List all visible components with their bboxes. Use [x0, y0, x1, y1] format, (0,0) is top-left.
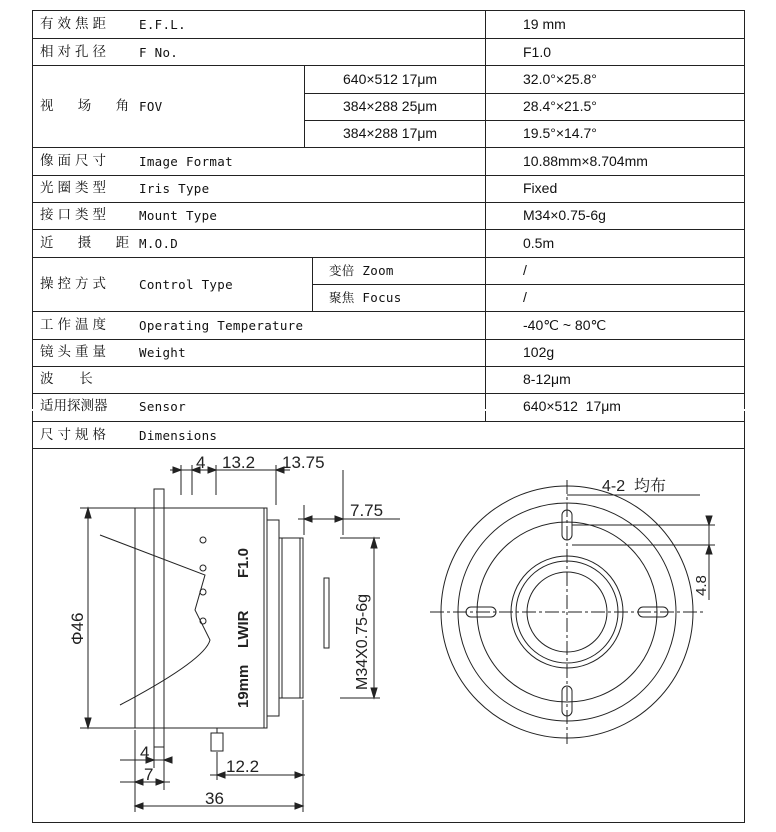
- image-format-value: 10.88mm×8.704mm: [523, 153, 648, 169]
- temp-label-en: Operating Temperature: [139, 318, 304, 333]
- dim-top-4: 4: [196, 453, 206, 472]
- focus-label: 聚焦 Focus: [329, 290, 402, 305]
- fov-sub-label-2: 384×288 25μm: [343, 98, 438, 114]
- mount-value: M34×0.75-6g: [523, 207, 606, 223]
- sensor-label-en: Sensor: [139, 399, 186, 414]
- temp-value: -40℃ ~ 80℃: [523, 317, 607, 333]
- front-note: 4-2 均布: [602, 478, 667, 495]
- iris-label-en: Iris Type: [139, 181, 210, 196]
- dim-right-7-75: 7.75: [350, 501, 384, 520]
- zoom-label: 变倍 Zoom: [329, 263, 394, 278]
- fno-label-en: F No.: [139, 45, 179, 60]
- zoom-value: /: [523, 262, 527, 278]
- image-format-label-cn: 像面尺寸: [40, 153, 110, 169]
- iris-label-cn: 光圈类型: [40, 180, 110, 196]
- fov-sub-value-3: 19.5°×14.7°: [523, 125, 597, 141]
- barrel-f10: F1.0: [235, 547, 252, 578]
- dim-bottom-4: 4: [140, 743, 150, 762]
- temp-label-cn: 工作温度: [40, 317, 110, 333]
- barrel-lwir: LWIR: [235, 610, 252, 648]
- mod-label-en: M.O.D: [139, 236, 179, 251]
- fov-sub-label-1: 640×512 17μm: [343, 71, 438, 87]
- weight-value: 102g: [523, 344, 555, 360]
- dim-bottom-7: 7: [144, 765, 154, 784]
- flange: [154, 489, 164, 747]
- dim-top-13-75: 13.75: [282, 453, 325, 472]
- control-label-en: Control Type: [139, 277, 233, 292]
- weight-label-en: Weight: [139, 345, 186, 360]
- dim-bottom-12-2: 12.2: [226, 757, 260, 776]
- wavelength-value: 8-12μm: [523, 371, 571, 387]
- fno-value: F1.0: [523, 44, 552, 60]
- dim-thread: M34X0.75-6g: [354, 593, 371, 690]
- mount-label-en: Mount Type: [139, 208, 218, 223]
- dim-bottom-36: 36: [205, 789, 224, 808]
- dimensions-label-en: Dimensions: [139, 428, 218, 443]
- control-label-cn: 操控方式: [40, 276, 110, 292]
- sensor-value: 640×512 17μm: [523, 398, 621, 414]
- fov-label-en: FOV: [139, 99, 163, 114]
- dim-top-13-2: 13.2: [222, 453, 256, 472]
- mount-thread: [279, 538, 303, 698]
- mod-label-cn: 近 摄 距: [40, 235, 140, 251]
- efl-label-en: E.F.L.: [139, 17, 186, 32]
- iris-value: Fixed: [523, 180, 558, 196]
- fno-label-cn: 相对孔径: [40, 44, 110, 60]
- focus-value: /: [523, 289, 527, 305]
- fov-sub-value-1: 32.0°×25.8°: [523, 71, 597, 87]
- fov-label-cn: 视 场 角: [40, 98, 140, 114]
- image-format-label-en: Image Format: [139, 154, 233, 169]
- fov-sub-value-2: 28.4°×21.5°: [523, 98, 597, 114]
- sensor-label-cn: 适用探测器: [40, 398, 108, 414]
- efl-value: 19 mm: [523, 16, 566, 32]
- dimensions-label-cn: 尺寸规格: [40, 427, 110, 443]
- fov-sub-label-3: 384×288 17μm: [343, 125, 438, 141]
- front-dim-4-8: 4.8: [693, 575, 710, 596]
- barrel-19mm: 19mm: [235, 664, 252, 708]
- dim-diameter: Φ46: [68, 612, 87, 645]
- efl-label-cn: 有效焦距: [40, 16, 110, 32]
- mount-label-cn: 接口类型: [40, 207, 110, 223]
- wavelength-label-cn: 波 长: [40, 371, 93, 387]
- weight-label-cn: 镜头重量: [40, 344, 110, 360]
- mod-value: 0.5m: [523, 235, 555, 251]
